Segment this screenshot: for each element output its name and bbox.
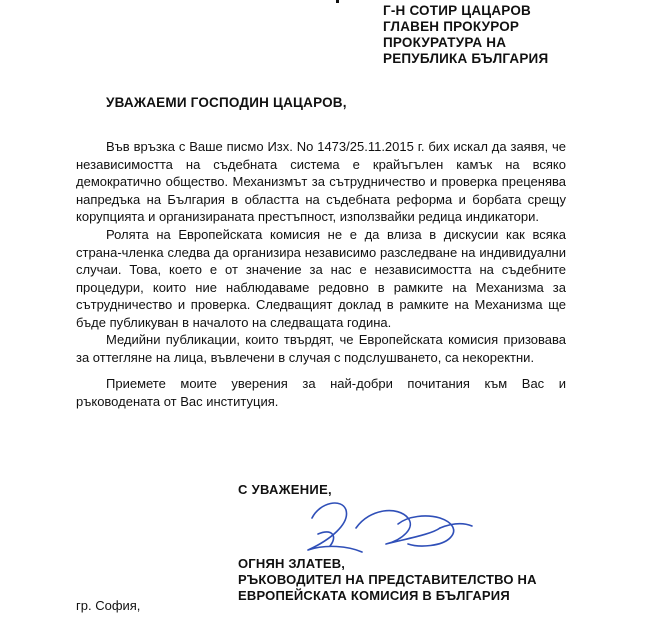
signer-title-line-2: ЕВРОПЕЙСКАТА КОМИСИЯ В БЪЛГАРИЯ: [238, 588, 510, 603]
salutation: УВАЖАЕМИ ГОСПОДИН ЦАЦАРОВ,: [106, 95, 347, 110]
addressee-institution: ПРОКУРАТУРА НА: [383, 35, 507, 50]
signer-name: ОГНЯН ЗЛАТЕВ,: [238, 556, 346, 571]
addressee-country: РЕПУБЛИКА БЪЛГАРИЯ: [383, 51, 549, 66]
addressee-block: [383, 3, 633, 67]
signer-block: [238, 556, 537, 604]
signer-title-line-1: РЪКОВОДИТЕЛ НА ПРЕДСТАВИТЕЛСТВО НА: [238, 572, 537, 587]
body-paragraph-1: Във връзка с Ваше писмо Изх. No 1473/25.11.2015 г. бих искал да заявя, че независимостта на съдебната система е крайъгълен камък на всяко демократично общество. Механизмът за сътрудничество и проверка преценява напредъка на България в областта на съдебната реформа и борбата срещу корупцията и организираната престъпност, използвайки редица индикатори.: [76, 139, 566, 224]
page-mark: [336, 0, 339, 3]
body-paragraph-3: Медийни публикации, които твърдят, че Европейската комисия призовава за оттегляне на лица, въвлечени в случая с подслушването, са некоректни.: [76, 332, 566, 365]
body-paragraph-4: Приемете моите уверения за най-добри почитания към Вас и ръководената от Вас институция.: [76, 376, 566, 409]
city-line: гр. София,: [76, 598, 141, 613]
handwritten-signature: [290, 488, 490, 563]
addressee-name: Г-Н СОТИР ЦАЦАРОВ: [383, 3, 531, 18]
body-paragraph-2: Ролята на Европейската комисия не е да влиза в дискусии как всяка страна-членка следва да организира независимо разследване на индивидуални случаи. Това, което е от значение за нас е независимостта на съдебните процедури, които ние наблюдаваме редовно в рамките на Механизма за сътрудничество и проверка. Следващият доклад в рамките на Механизма ще бъде публикуван в началото на следващата година.: [76, 227, 566, 330]
addressee-position: ГЛАВЕН ПРОКУРОР: [383, 19, 520, 34]
closing-phrase: С УВАЖЕНИЕ,: [238, 482, 332, 497]
